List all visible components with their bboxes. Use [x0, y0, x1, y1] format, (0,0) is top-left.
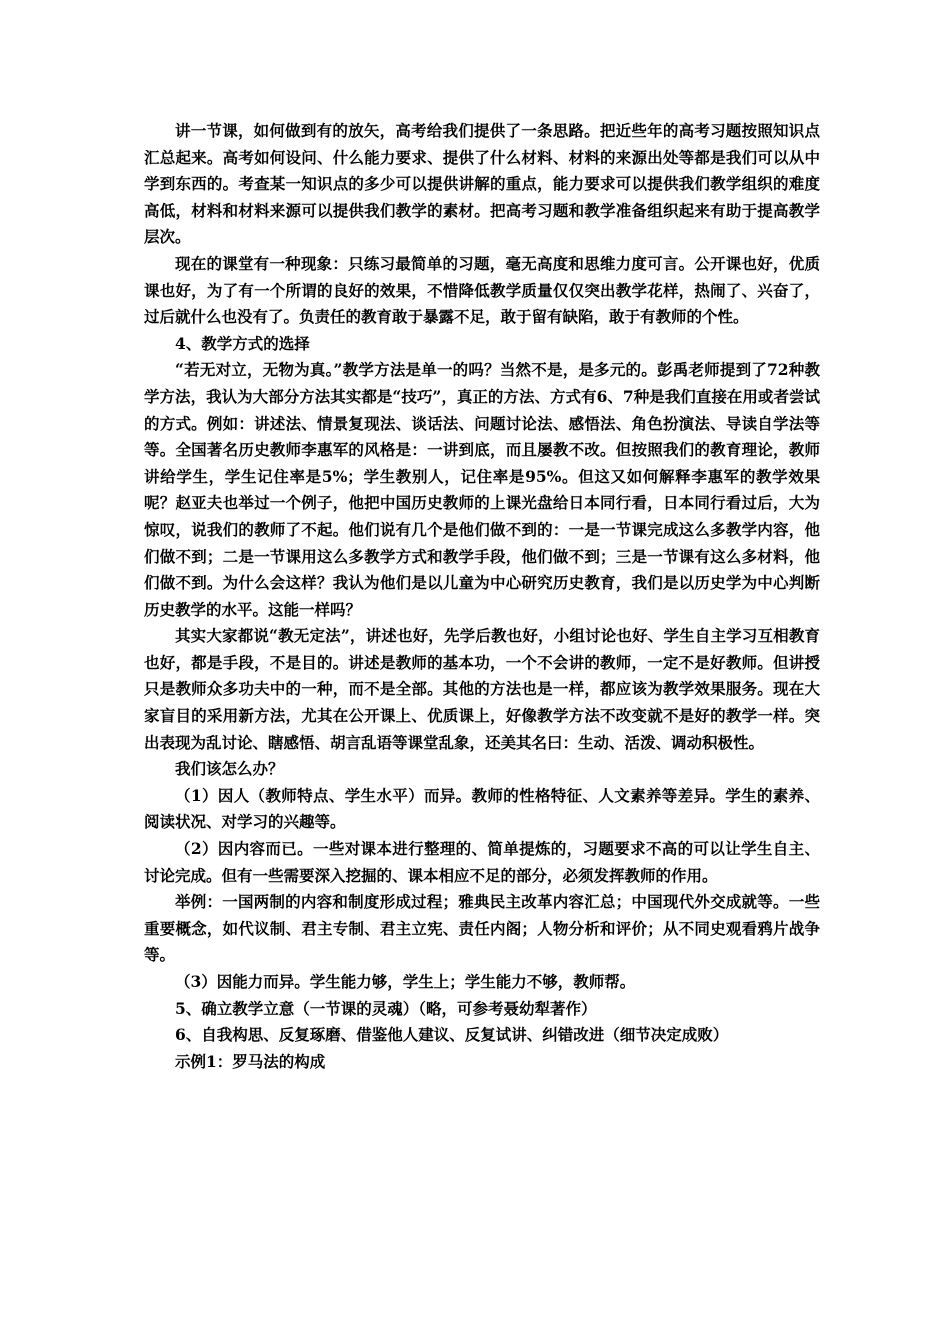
section-heading-self-design: 6、自我构思、反复琢磨、借鉴他人建议、反复试讲、纠错改进（细节决定成败）	[175, 1025, 729, 1045]
paragraph-gaokao-guidance: 讲一节课，如何做到有的放矢，高考给我们提供了一条思路。把近些年的高考习题按照知识点汇总起来。高考如何设问、什么能力要求、提供了什么材料、材料的来源出处等都是我们可以从中学到东西的。考查某一知识点的多少可以提供讲解的重点，能力要求可以提供我们教学组织的难度高低，材料和材料来源可以提供我们教学的素材。把高考习题和教学准备组织起来有助于提高教学层次。	[144, 121, 820, 247]
list-item-by-ability: （3）因能力而异。学生能力够，学生上；学生能力不够，教师帮。	[175, 972, 636, 991]
paragraph-examples: 举例：一国两制的内容和制度形成过程；雅典民主改革内容汇总；中国现代外交成就等。一些重要概念，如代议制、君主专制、君主立宪、责任内阁；人物分析和评价；从不同史观看鸦片战争等。	[144, 892, 820, 965]
list-item-by-person: （1）因人（教师特点、学生水平）而异。教师的性格特征、人文素养等差异。学生的素养、阅读状况、对学习的兴趣等。	[144, 785, 820, 832]
section-heading-teaching-theme: 5、确立教学立意（一节课的灵魂）（略，可参考聂幼犁著作）	[175, 998, 597, 1018]
paragraph-classroom-phenomenon: 现在的课堂有一种现象：只练习最简单的习题，毫无高度和思维力度可言。公开课也好，优质课也好，为了有一个所谓的良好的效果，不惜降低教学质量仅仅突出教学花样，热闹了、兴奋了，过后就什么也没有了。负责任的教育敢于暴露不足，敢于留有缺陷，敢于有教师的个性。	[144, 253, 820, 327]
list-item-by-content: （2）因内容而已。一些对课本进行整理的、简单提炼的，习题要求不高的可以让学生自主、讨论完成。但有一些需要深入挖掘的、课本相应不足的部分，必须发挥教师的作用。	[144, 839, 820, 885]
document-body	[144, 118, 820, 1075]
section-heading-teaching-methods: 4、教学方式的选择	[175, 333, 310, 353]
example-heading-roman-law: 示例1：罗马法的构成	[175, 1051, 326, 1071]
paragraph-diverse-methods: “若无对立，无物为真。”教学方法是单一的吗？当然不是，是多元的。彭禹老师提到了72种教学方法，我认为大部分方法其实都是“技巧”，真正的方法、方式有6、7种是我们直接在用或者尝试的方式。例如：讲述法、情景复现法、谈话法、问题讨论法、感悟法、角色扮演法、导读自学法等等。全国著名历史教师李惠军的风格是：一讲到底，而且屡教不改。但按照我们的教育理论，教师讲给学生，学生记住率是5%；学生教别人，记住率是95%。但这又如何解释李惠军的教学效果呢？赵亚夫也举过一个例子，他把中国历史教师的上课光盘给日本同行看，日本同行看过后，大为惊叹，说我们的教师了不起。他们说有几个是他们做不到的：一是一节课完成这么多教学内容，他们做不到；二是一节课用这么多教学方式和教学手段，他们做不到；三是一节课有这么多材料，他们做不到。为什么会这样？我认为他们是以儿童为中心研究历史教育，我们是以历史学为中心判断历史教学的水平。这能一样吗？	[144, 360, 820, 619]
question-what-to-do: 我们该怎么办？	[175, 759, 284, 779]
paragraph-no-fixed-method: 其实大家都说“教无定法”，讲述也好，先学后教也好，小组讨论也好、学生自主学习互相教育也好，都是手段，不是目的。讲述是教师的基本功，一个不会讲的教师，一定不是好教师。但讲授只是教师众多功夫中的一种，而不是全部。其他的方法也是一样，都应该为教学效果服务。现在大家盲目的采用新方法，尤其在公开课上、优质课上，好像教学方法不改变就不是好的教学一样。突出表现为乱讨论、瞎感悟、胡言乱语等课堂乱象，还美其名曰：生动、活泼、调动积极性。	[144, 626, 820, 752]
